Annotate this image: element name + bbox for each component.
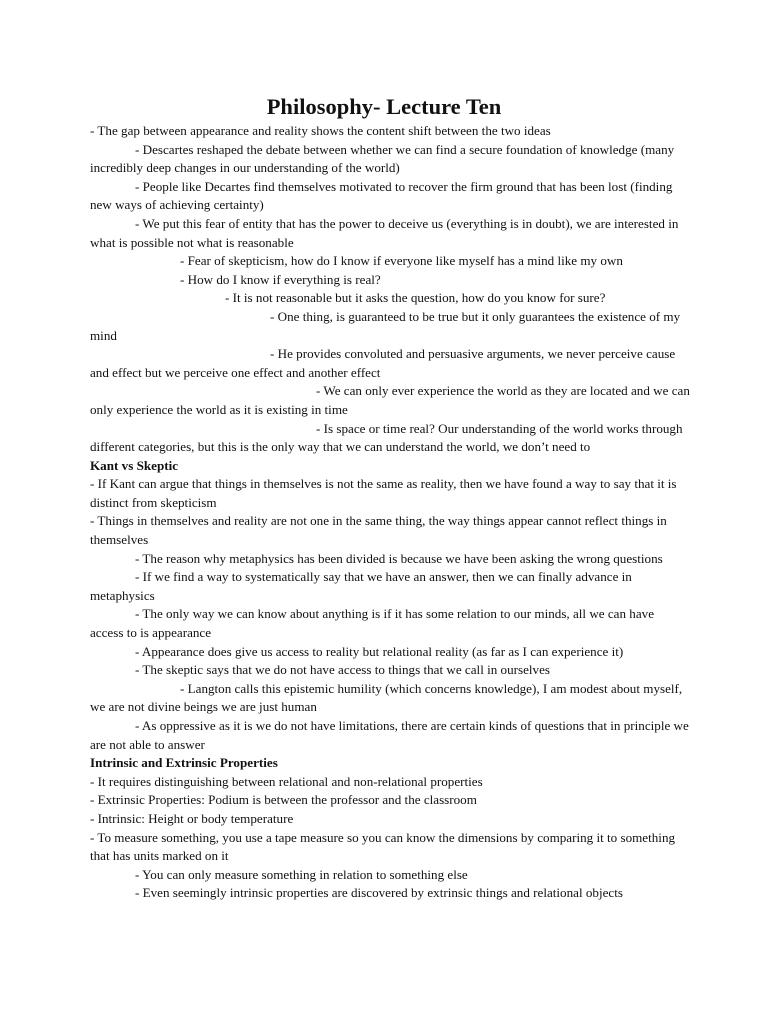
notes-body [90,122,690,903]
note-line: - The reason why metaphysics has been divided is because we have been asking the wrong questions [135,550,663,566]
section-heading: Intrinsic and Extrinsic Properties [90,755,278,771]
note-line: - Descartes reshaped the debate between whether we can find a secure foundation of knowledge (many incredibly deep changes in our understanding of the world) [90,141,675,176]
note-line: - You can only measure something in relation to something else [135,866,468,882]
note-line: - Extrinsic Properties: Podium is between the professor and the classroom [90,792,477,808]
note-line: - One thing, is guaranteed to be true but it only guarantees the existence of my mind [90,308,681,343]
note-line: - Is space or time real? Our understanding of the world works through different categories, but this is the only way that we can understand the world, we don’t need to [90,420,683,455]
note-line: - If Kant can argue that things in themselves is not the same as reality, then we have found a way to say that it is distinct from skepticism [90,476,677,510]
note-line: - How do I know if everything is real? [180,271,381,287]
note-line: - Even seemingly intrinsic properties are discovered by extrinsic things and relational objects [135,885,623,901]
note-line: - People like Decartes find themselves motivated to recover the firm ground that has been lost (finding new ways of achieving certainty) [90,178,673,213]
section-heading: Kant vs Skeptic [90,457,179,473]
page-title: Philosophy- Lecture Ten [266,94,502,119]
note-line: - He provides convoluted and persuasive arguments, we never perceive cause and effect but we perceive one effect and another effect [90,346,676,380]
note-line: - Appearance does give us access to reality but relational reality (as far as I can experience it) [135,643,624,659]
note-line: - It requires distinguishing between relational and non-relational properties [90,773,483,789]
note-line: - Intrinsic: Height or body temperature [90,810,294,826]
note-line: - As oppressive as it is we do not have limitations, there are certain kinds of questions that in principle we are not able to answer [90,718,689,752]
note-line: - We put this fear of entity that has the power to deceive us (everything is in doubt), we are interested in what is possible not what is reasonable [90,215,679,250]
note-line: - To measure something, you use a tape measure so you can know the dimensions by comparing it to something that has units marked on it [90,829,676,864]
note-line: - Langton calls this epistemic humility (which concerns knowledge), I am modest about myself, we are not divine beings we are just human [90,680,683,715]
note-line: - The gap between appearance and reality shows the content shift between the two ideas [90,123,551,138]
note-line: - The only way we can know about anything is if it has some relation to our minds, all we can have access to is appearance [90,606,655,641]
note-line: - It is not reasonable but it asks the question, how do you know for sure? [225,290,606,306]
note-line: - The skeptic says that we do not have access to things that we call in ourselves [135,662,551,678]
note-line: - Fear of skepticism, how do I know if everyone like myself has a mind like my own [180,253,623,269]
note-line: - We can only ever experience the world as they are located and we can only experience the world as it is existing in time [90,383,690,417]
note-line: - Things in themselves and reality are not one in the same thing, the way things appear cannot reflect things in themselves [90,513,667,548]
note-line: - If we find a way to systematically say that we have an answer, then we can finally advance in metaphysics [90,569,632,603]
